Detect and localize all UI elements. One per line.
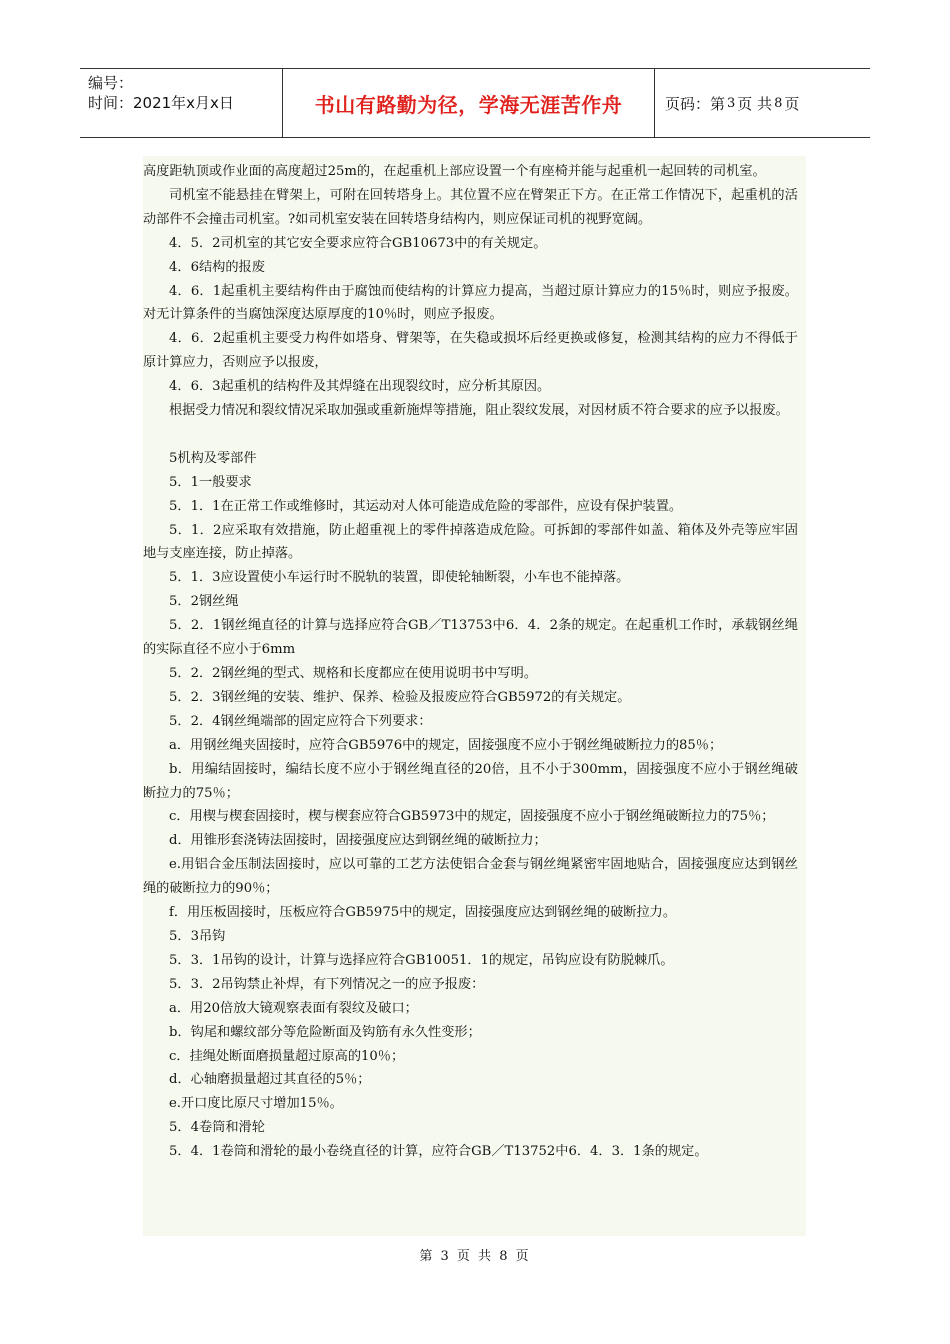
paragraph: 5．1．1在正常工作或维修时，其运动对人体可能造成危险的零部件，应设有保护装置。 (169, 498, 683, 514)
paragraph: 5．4．1卷筒和滑轮的最小卷绕直径的计算，应符合GB／T13752中6．4．3．1条的规定。 (169, 1144, 708, 1160)
paragraph: 5．2钢丝绳 (169, 594, 239, 610)
paragraph: 5．1．2应采取有效措施，防止超重视上的零件掉落造成危险。可拆卸的零部件如盖、箱体及外壳等应牢固地与支座连接，防止掉落。 (143, 522, 798, 562)
paragraph: 5．1．3应设置使小车运行时不脱轨的装置，即使轮轴断裂，小车也不能掉落。 (169, 570, 630, 586)
header-motto: 书山有路勤为径，学海无涯苦作舟 (283, 69, 655, 137)
paragraph: 5．3．1吊钩的设计，计算与选择应符合GB10051．1的规定，吊钩应设有防脱棘爪。 (169, 952, 674, 968)
paragraph: 5．3吊钩 (169, 928, 226, 944)
paragraph: a．用钢丝绳夹固接时，应符合GB5976中的规定，固接强度不应小于钢丝绳破断拉力的85％； (169, 737, 723, 753)
blank-line (143, 423, 798, 447)
header-page-indicator (655, 69, 870, 137)
paragraph: 5．4卷筒和滑轮 (169, 1120, 265, 1136)
paragraph: b．钩尾和螺纹部分等危险断面及钩筋有永久性变形； (169, 1024, 481, 1040)
paragraph: e.开口度比原尺寸增加15％。 (169, 1096, 343, 1112)
page-footer: 第 3 页 共 8 页 (419, 1249, 531, 1264)
paragraph: c．挂绳处断面磨损量超过原高的10％； (169, 1048, 405, 1064)
page-prefix: 页码：第 (665, 94, 726, 113)
paragraph: b．用编结固接时，编结长度不应小于钢丝绳直径的20倍，且不小于300mm，固接强度不应小于钢丝绳破断拉力的75％； (143, 761, 798, 801)
document-header (80, 68, 870, 138)
paragraph: 5．3．2吊钩禁止补焊，有下列情况之一的应予报废： (169, 976, 485, 992)
header-left-cell (80, 69, 283, 137)
paragraph: 司机室不能悬挂在臂架上，可附在回转塔身上。其位置不应在臂架正下方。在正常工作情况下，起重机的活动部件不会撞击司机室。?如司机室安装在回转塔身结构内，则应保证司机的视野宽阔。 (143, 187, 798, 227)
paragraph: 5．2．4钢丝绳端部的固定应符合下列要求： (169, 713, 432, 729)
paragraph: d．心轴磨损量超过其直径的5％； (169, 1072, 371, 1088)
paragraph: 4．5．2司机室的其它安全要求应符合GB10673中的有关规定。 (169, 235, 547, 251)
paragraph: 5．1一般要求 (169, 474, 252, 490)
paragraph: a．用20倍放大镜观察表面有裂纹及破口； (169, 1000, 418, 1016)
paragraph: 4．6．1起重机主要结构件由于腐蚀而使结构的计算应力提高，当超过原计算应力的15％时，则应予报废。对无计算条件的当腐蚀深度达原厚度的10％时，则应予报废。 (143, 283, 798, 323)
paragraph: 5．2．1钢丝绳直径的计算与选择应符合GB／T13753中6．4．2条的规定。在起重机工作时，承载钢丝绳的实际直径不应小于6mm (143, 618, 798, 658)
paragraph: 根据受力情况和裂纹情况采取加强或重新施焊等措施，阻止裂纹发展，对因材质不符合要求的应予以报废。 (169, 403, 789, 419)
page-current: 3 (727, 95, 736, 111)
paragraph: 4．6．3起重机的结构件及其焊缝在出现裂纹时，应分析其原因。 (169, 379, 551, 395)
page-middle: 页 共 (737, 94, 773, 113)
paragraph: 5．2．2钢丝绳的型式、规格和长度都应在使用说明书中写明。 (169, 666, 538, 682)
paragraph: f．用压板固接时，压板应符合GB5975中的规定，固接强度应达到钢丝绳的破断拉力。 (169, 905, 677, 921)
paragraph: e.用铝合金压制法固接时，应以可靠的工艺方法使铝合金套与钢丝绳紧密牢固地贴合，固接强度应达到钢丝绳的破断拉力的90％； (143, 857, 798, 897)
paragraph: 4．6．2起重机主要受力构件如塔身、臂架等，在失稳或损坏后经更换或修复，检测其结构的应力不得低于原计算应力，否则应予以报废， (143, 331, 798, 371)
document-body (143, 156, 806, 1236)
time-label: 时间：2021年x月x日 (88, 94, 234, 112)
page-suffix: 页 (784, 94, 800, 113)
paragraph: c．用楔与楔套固接时，楔与楔套应符合GB5973中的规定，固接强度不应小于钢丝绳破断拉力的75％； (169, 809, 775, 825)
page-total: 8 (774, 95, 783, 111)
paragraph: 高度距轨顶或作业面的高度超过25m的，在起重机上部应设置一个有座椅并能与起重机一起回转的司机室。 (143, 164, 766, 179)
number-label: 编号： (88, 74, 134, 92)
paragraph: 5．2．3钢丝绳的安装、维护、保养、检验及报废应符合GB5972的有关规定。 (169, 689, 631, 705)
paragraph: 4．6结构的报废 (169, 259, 265, 275)
paragraph: 5机构及零部件 (169, 450, 257, 466)
paragraph: d．用锥形套浇铸法固接时，固接强度应达到钢丝绳的破断拉力； (169, 833, 547, 849)
